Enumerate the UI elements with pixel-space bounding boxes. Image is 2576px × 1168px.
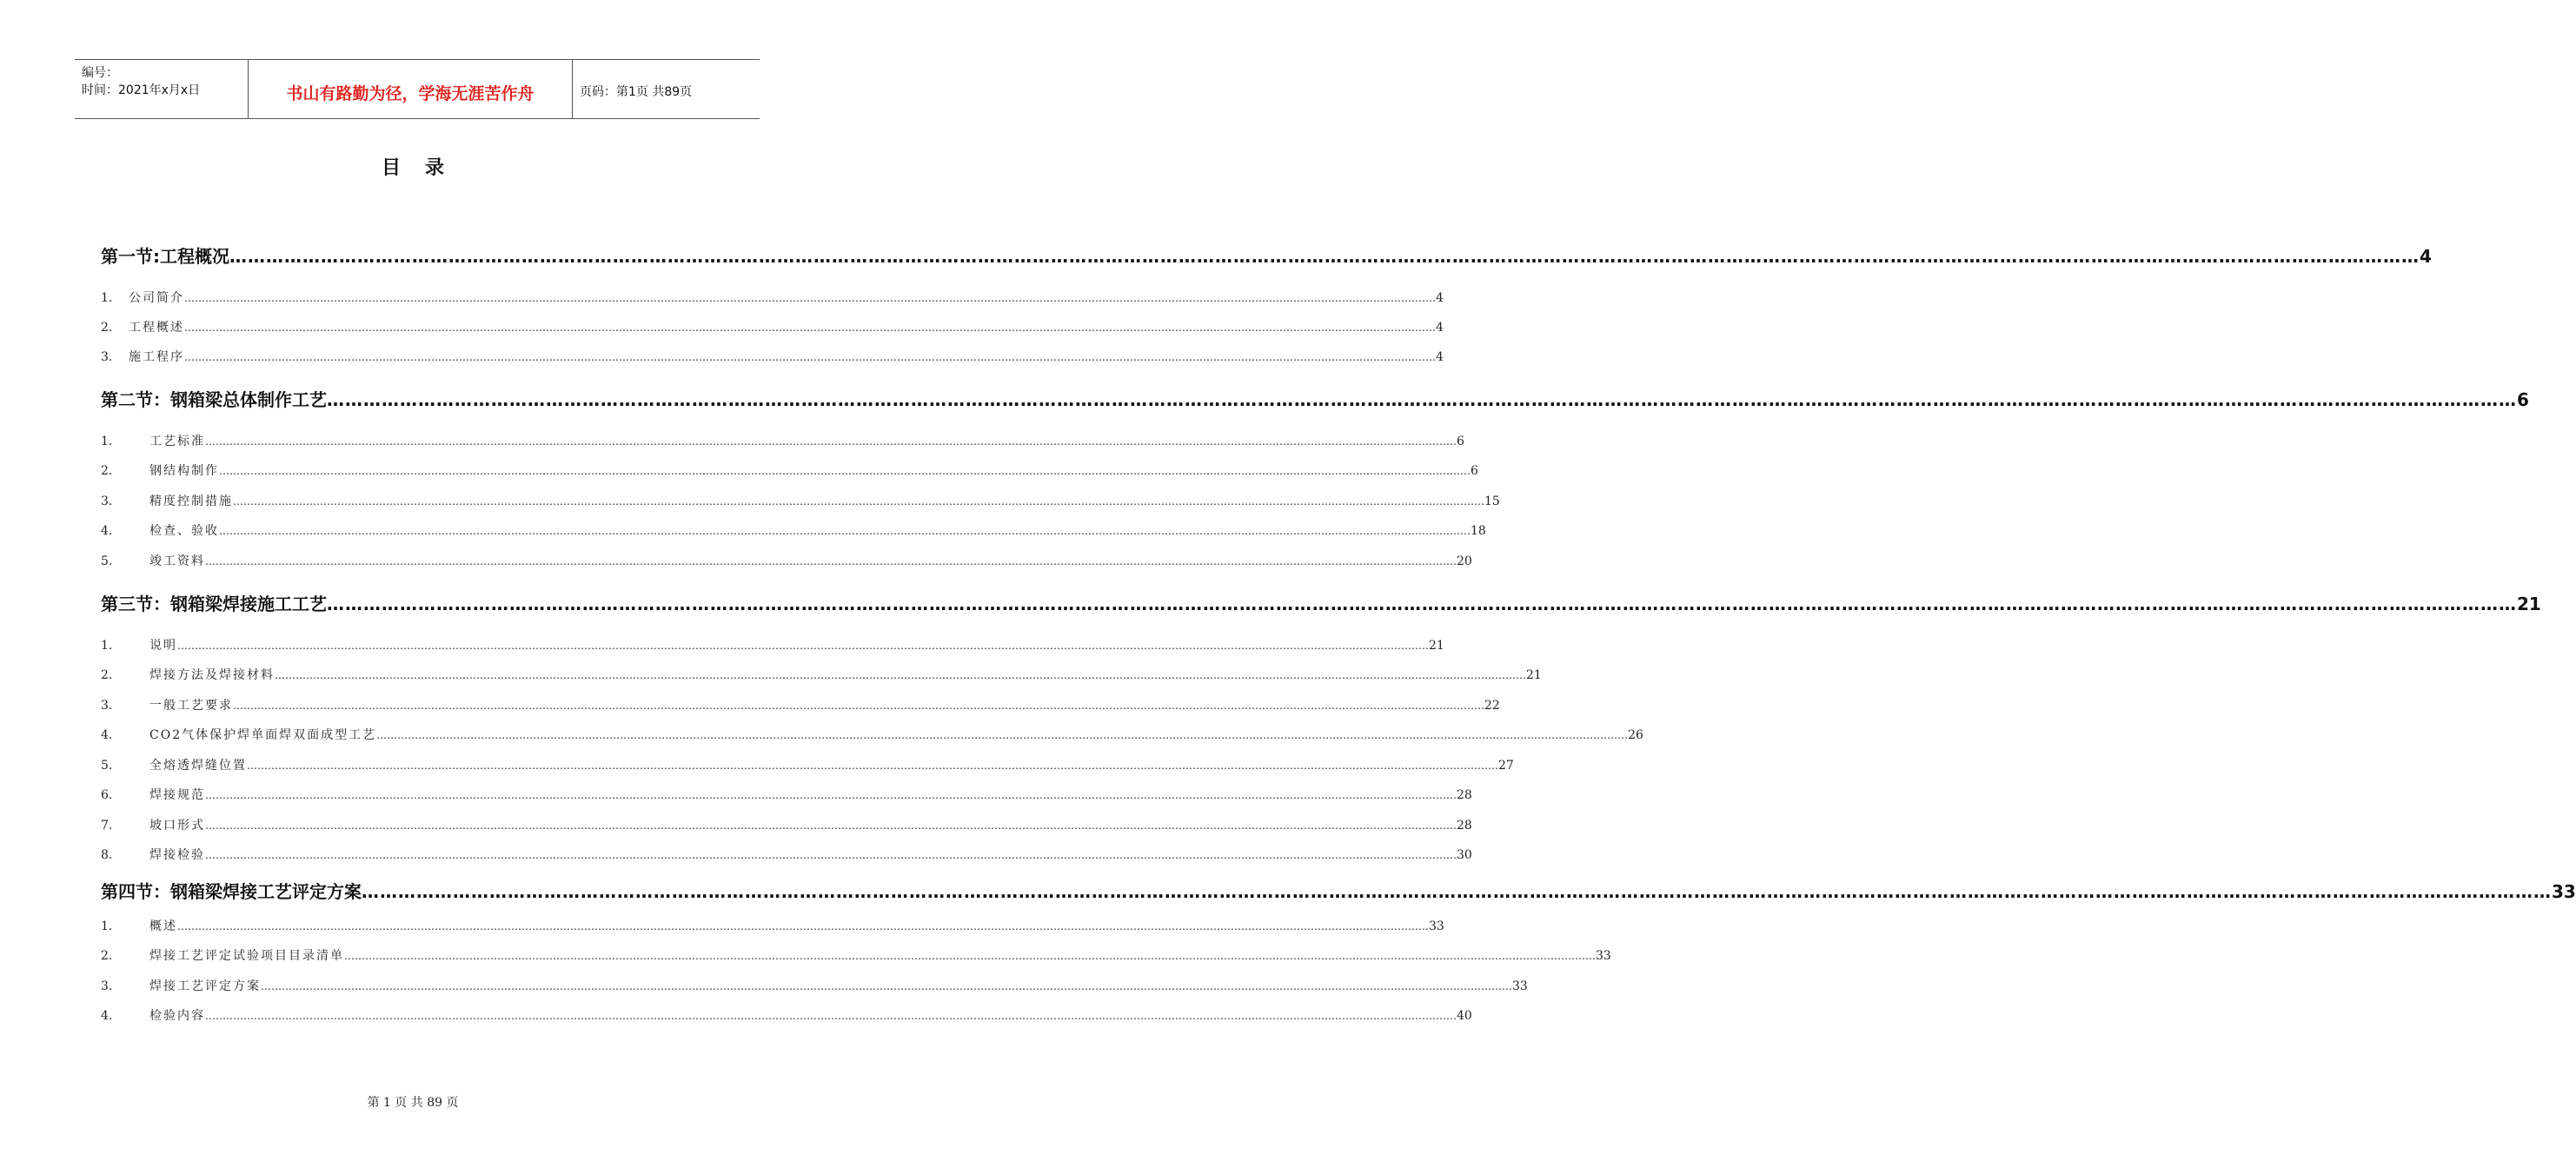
motto-text: 书山有路勤为径，学海无涯苦作舟 <box>286 84 534 103</box>
leader-dots: ……………………………………………………………………………………………………………………………………………………………………………………………………………………………………………………………………………………………………………………………… <box>177 640 1429 652</box>
section-heading: 第一节:工程概况 <box>101 246 229 267</box>
item-text: 坡口形式 <box>149 819 205 833</box>
toc-title: 目录 <box>381 157 468 179</box>
leader-dots: ……………………………………………………………………………………………………………………………………………………………………………………………………………………………………………………………………………………………………………………………… <box>362 881 2552 902</box>
leader-dots: ……………………………………………………………………………………………………………………………………………………………………………………………………………………………………………………………………………………………………………………………… <box>219 525 1471 537</box>
item-number: 3. <box>101 699 113 713</box>
item-number: 4. <box>101 728 113 742</box>
item-page: 22 <box>1484 699 1500 713</box>
header-info-cell <box>75 60 249 118</box>
item-text: 施工程序 <box>129 350 184 364</box>
toc-item[interactable] <box>101 696 1500 713</box>
item-page: 26 <box>1628 728 1643 742</box>
section-page: 33 <box>2552 881 2576 902</box>
item-text: 钢结构制作 <box>149 464 219 478</box>
item-number: 7. <box>101 819 113 833</box>
item-text: 说明 <box>149 639 177 653</box>
item-page: 28 <box>1457 819 1472 833</box>
item-text: 检验内容 <box>149 1009 205 1023</box>
toc-item[interactable] <box>101 977 1528 994</box>
item-number: 3. <box>101 979 113 993</box>
page-footer: 第 1 页 共 89 页 <box>367 1096 459 1110</box>
header-page-cell <box>573 60 760 118</box>
item-page: 15 <box>1484 494 1500 508</box>
toc-item[interactable] <box>101 756 1514 773</box>
toc-item[interactable] <box>101 461 1478 479</box>
leader-dots: ……………………………………………………………………………………………………………………………………………………………………………………………………………………………………………………………………………………………………………………………… <box>229 246 2420 267</box>
section-page: 4 <box>2420 246 2432 267</box>
leader-dots: ……………………………………………………………………………………………………………………………………………………………………………………………………………………………………………………………………………………………………………………………… <box>327 389 2517 410</box>
leader-dots: ……………………………………………………………………………………………………………………………………………………………………………………………………………………………………………………………………………………………………………………………… <box>247 760 1498 772</box>
item-text: 焊接工艺评定方案 <box>149 979 261 993</box>
leader-dots: ……………………………………………………………………………………………………………………………………………………………………………………………………………………………………………………………………………………………………………………………… <box>205 820 1457 832</box>
item-text: 焊接检验 <box>149 848 205 862</box>
leader-dots: ……………………………………………………………………………………………………………………………………………………………………………………………………………………………………………………………………………………………………………………………… <box>184 322 1436 334</box>
item-number: 1. <box>101 639 113 653</box>
item-number: 6. <box>101 788 113 802</box>
toc-item[interactable] <box>101 432 1464 449</box>
leader-dots: ……………………………………………………………………………………………………………………………………………………………………………………………………………………………………………………………………………………………………………………………… <box>376 729 1629 741</box>
section-heading: 第二节：钢箱梁总体制作工艺 <box>101 389 327 410</box>
item-number: 2. <box>101 949 113 963</box>
item-number: 4. <box>101 524 113 538</box>
item-number: 1. <box>101 919 113 933</box>
section-heading: 第三节：钢箱梁焊接施工工艺 <box>101 594 327 614</box>
leader-dots: ……………………………………………………………………………………………………………………………………………………………………………………………………………………………………………………………………………………………………………………………… <box>205 789 1457 801</box>
item-text: 公司简介 <box>129 291 184 305</box>
item-page: 4 <box>1436 350 1444 364</box>
item-page: 33 <box>1512 979 1528 993</box>
leader-dots: ……………………………………………………………………………………………………………………………………………………………………………………………………………………………………………………………………………………………………………………………… <box>205 555 1457 567</box>
toc-item[interactable] <box>101 636 1444 654</box>
leader-dots: ……………………………………………………………………………………………………………………………………………………………………………………………………………………………………………………………………………………………………………………………… <box>184 292 1436 304</box>
toc-item[interactable] <box>101 552 1472 569</box>
toc-item[interactable] <box>101 786 1472 803</box>
item-text: 一般工艺要求 <box>149 699 233 713</box>
leader-dots: ……………………………………………………………………………………………………………………………………………………………………………………………………………………………………………………………………………………………………………………………… <box>344 950 1596 962</box>
item-text: 检查、验收 <box>149 524 219 538</box>
item-page: 40 <box>1457 1009 1472 1023</box>
date-label: 时间：2021年x月x日 <box>82 83 201 97</box>
leader-dots: ……………………………………………………………………………………………………………………………………………………………………………………………………………………………………………………………………………………………………………………………… <box>219 465 1471 477</box>
toc-item[interactable] <box>101 348 1444 365</box>
item-page: 4 <box>1436 321 1444 335</box>
page-header <box>75 59 760 119</box>
number-label: 编号： <box>82 66 118 80</box>
item-text: 焊接工艺评定试验项目目录清单 <box>149 949 344 963</box>
item-text: 焊接方法及焊接材料 <box>149 668 275 682</box>
leader-dots: ……………………………………………………………………………………………………………………………………………………………………………………………………………………………………………………………………………………………………………………………… <box>275 669 1526 681</box>
toc-section-3[interactable] <box>101 590 2541 615</box>
item-page: 6 <box>1471 464 1478 478</box>
item-text: 工程概述 <box>129 321 184 335</box>
item-number: 3. <box>101 350 113 364</box>
leader-dots: ……………………………………………………………………………………………………………………………………………………………………………………………………………………………………………………………………………………………………………………………… <box>205 1010 1457 1022</box>
item-text: 竣工资料 <box>149 554 205 568</box>
header-page-number: 页码：第1页 共89页 <box>580 85 693 99</box>
item-number: 3. <box>101 494 113 508</box>
section-page: 6 <box>2517 389 2529 410</box>
item-number: 5. <box>101 554 113 568</box>
item-number: 4. <box>101 1009 113 1023</box>
item-page: 18 <box>1471 524 1486 538</box>
toc-item[interactable] <box>101 816 1472 833</box>
item-page: 21 <box>1429 639 1444 653</box>
item-page: 4 <box>1436 291 1444 305</box>
item-page: 33 <box>1429 919 1444 933</box>
section-page: 21 <box>2517 594 2541 614</box>
leader-dots: ……………………………………………………………………………………………………………………………………………………………………………………………………………………………………………………………………………………………………………………………… <box>177 920 1429 932</box>
toc-item[interactable] <box>101 492 1500 509</box>
item-page: 30 <box>1457 848 1472 862</box>
leader-dots: ……………………………………………………………………………………………………………………………………………………………………………………………………………………………………………………………………………………………………………………………… <box>261 980 1512 992</box>
toc-item[interactable] <box>101 666 1542 683</box>
toc-item[interactable] <box>101 946 1611 964</box>
toc-item[interactable] <box>101 846 1472 863</box>
toc-item[interactable] <box>101 917 1444 934</box>
header-motto-cell <box>249 60 573 118</box>
item-number: 2. <box>101 321 113 335</box>
item-text: 工艺标准 <box>149 435 205 448</box>
toc-item[interactable] <box>101 1006 1472 1024</box>
section-heading: 第四节：钢箱梁焊接工艺评定方案 <box>101 881 362 902</box>
leader-dots: ……………………………………………………………………………………………………………………………………………………………………………………………………………………………………………………………………………………………………………………………… <box>184 351 1436 363</box>
leader-dots: ……………………………………………………………………………………………………………………………………………………………………………………………………………………………………………………………………………………………………………………………… <box>205 435 1457 448</box>
item-number: 2. <box>101 464 113 478</box>
leader-dots: ……………………………………………………………………………………………………………………………………………………………………………………………………………………………………………………………………………………………………………………………… <box>233 495 1484 508</box>
leader-dots: ……………………………………………………………………………………………………………………………………………………………………………………………………………………………………………………………………………………………………………………………… <box>205 849 1457 861</box>
toc-item[interactable] <box>101 318 1444 335</box>
item-number: 8. <box>101 848 113 862</box>
toc-section-2[interactable] <box>101 386 2529 411</box>
toc-section-1[interactable] <box>101 242 2432 268</box>
item-number: 1. <box>101 291 113 305</box>
toc-item[interactable] <box>101 726 1643 743</box>
item-text: 全熔透焊缝位置 <box>149 759 247 773</box>
item-text: 精度控制措施 <box>149 494 233 508</box>
item-page: 21 <box>1526 668 1542 682</box>
leader-dots: ……………………………………………………………………………………………………………………………………………………………………………………………………………………………………………………………………………………………………………………………… <box>327 594 2517 614</box>
item-page: 33 <box>1596 949 1611 963</box>
item-page: 20 <box>1457 554 1472 568</box>
toc-item[interactable] <box>101 289 1444 306</box>
leader-dots: ……………………………………………………………………………………………………………………………………………………………………………………………………………………………………………………………………………………………………………………………… <box>233 700 1484 712</box>
item-text: 焊接规范 <box>149 788 205 802</box>
item-text: 概述 <box>149 919 177 933</box>
item-page: 27 <box>1498 759 1514 773</box>
item-text: CO2气体保护焊单面焊双面成型工艺 <box>149 728 377 742</box>
item-page: 28 <box>1457 788 1472 802</box>
item-page: 6 <box>1457 435 1464 448</box>
item-number: 1. <box>101 435 113 448</box>
item-number: 2. <box>101 668 113 682</box>
toc-section-4[interactable] <box>101 878 2576 903</box>
item-number: 5. <box>101 759 113 773</box>
toc-item[interactable] <box>101 521 1486 539</box>
